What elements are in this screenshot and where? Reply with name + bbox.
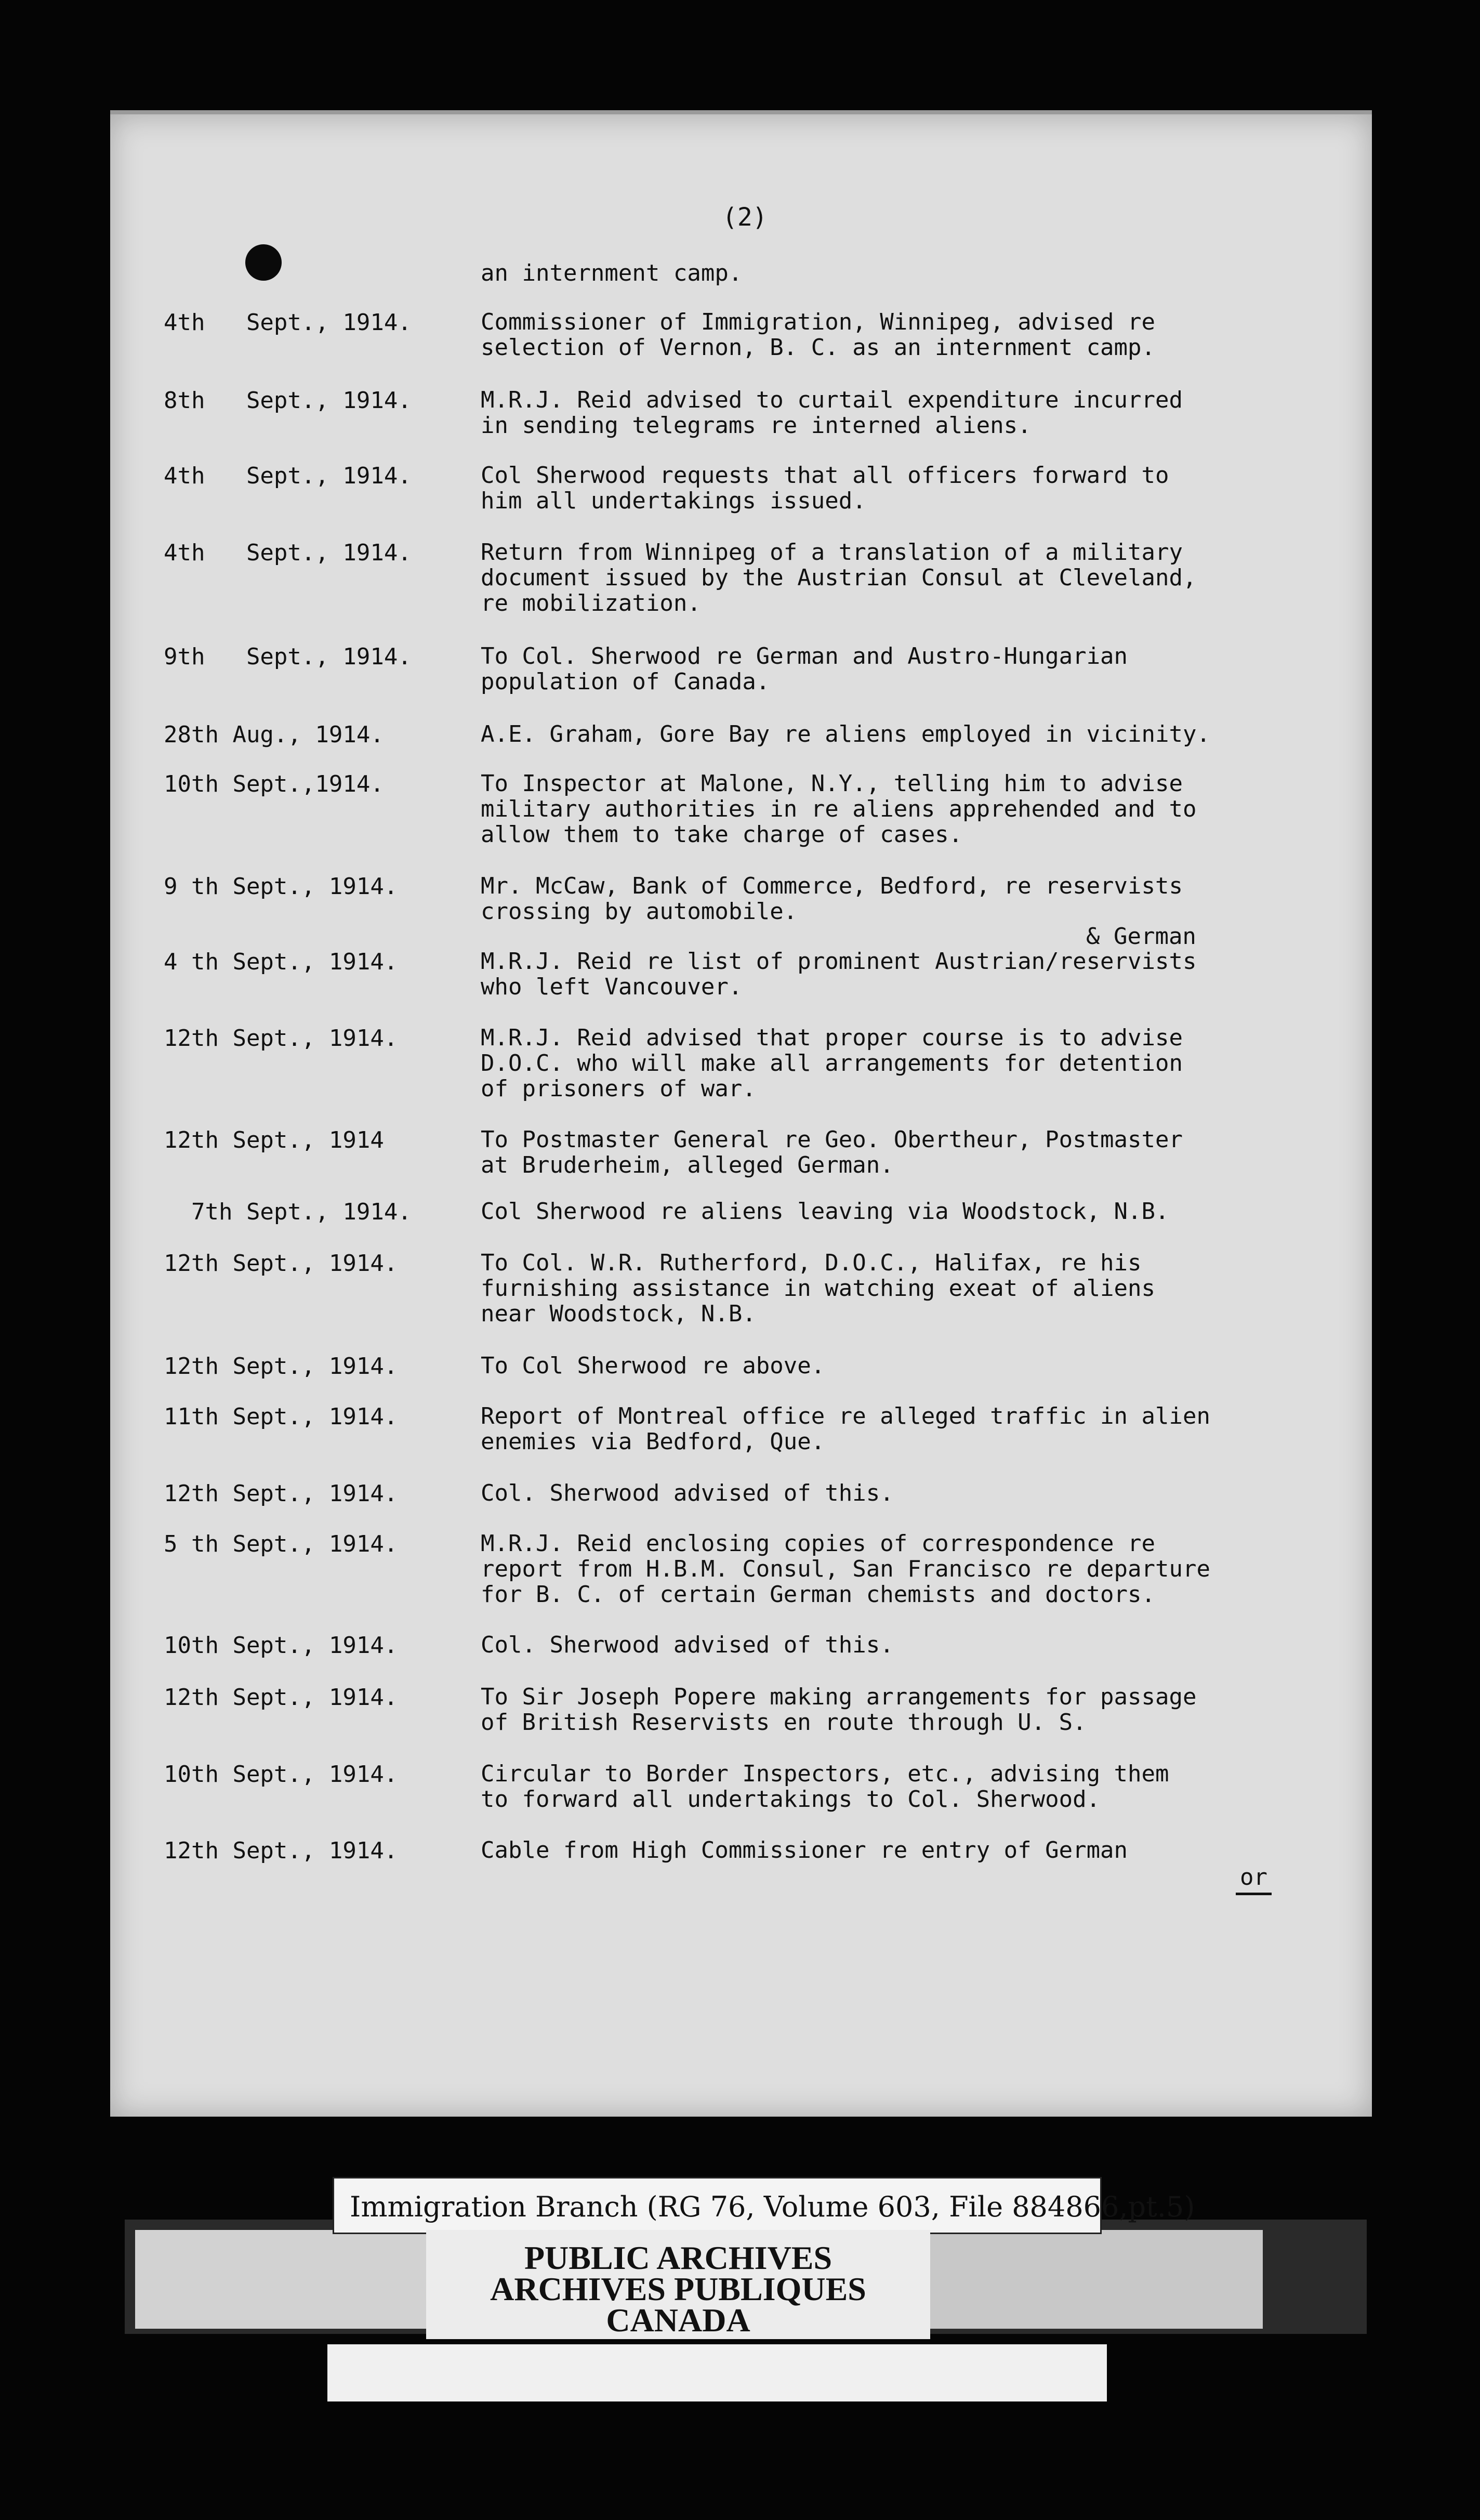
entry-text: M.R.J. Reid enclosing copies of correspondence re report from H.B.M. Consul, San Francisco re departure for B. C. of certain German chemists and doctors. xyxy=(481,1530,1210,1608)
entry-text: To Inspector at Malone, N.Y., telling him to advise military authorities in re aliens apprehended and to allow them to take charge of cases. xyxy=(481,770,1197,848)
entry-date: 9th Sept., 1914. xyxy=(164,644,412,670)
entry-date: 12th Sept., 1914. xyxy=(164,1838,398,1864)
entry-date: 4th Sept., 1914. xyxy=(164,463,412,489)
entry-text: M.R.J. Reid advised that proper course is to advise D.O.C. who will make all arrangements for detention of prisoners of war. xyxy=(481,1025,1183,1102)
entry-text: Commissioner of Immigration, Winnipeg, advised re selection of Vernon, B. C. as an internment camp. xyxy=(481,309,1156,361)
hole-punch-mark xyxy=(245,244,282,281)
entry-date: 12th Sept., 1914. xyxy=(164,1480,398,1507)
stamp-line-2: ARCHIVES PUBLIQUES xyxy=(490,2270,866,2307)
entry-date: 12th Sept., 1914. xyxy=(164,1684,398,1711)
entry-date: 12th Sept., 1914 xyxy=(164,1127,384,1153)
entry-text: M.R.J. Reid re list of prominent Austrian/reservists who left Vancouver. xyxy=(481,948,1197,1000)
entry-text: To Postmaster General re Geo. Obertheur, Postmaster at Bruderheim, alleged German. xyxy=(481,1126,1183,1178)
entry-text: Mr. McCaw, Bank of Commerce, Bedford, re reservists crossing by automobile. xyxy=(481,873,1183,925)
entry-date: 12th Sept., 1914. xyxy=(164,1353,398,1380)
entry-text: M.R.J. Reid advised to curtail expenditure incurred in sending telegrams re interned aliens. xyxy=(481,387,1183,439)
entry-date: 4 th Sept., 1914. xyxy=(164,949,398,975)
entry-text: A.E. Graham, Gore Bay re aliens employed in vicinity. xyxy=(481,721,1210,747)
entry-text: To Col. W.R. Rutherford, D.O.C., Halifax, re his furnishing assistance in watching exeat of aliens near Woodstock, N.B. xyxy=(481,1250,1156,1327)
entry-text: To Sir Joseph Popere making arrangements for passage of British Reservists en route through U. S. xyxy=(481,1684,1197,1736)
entry-text: Col Sherwood requests that all officers forward to him all undertakings issued. xyxy=(481,462,1169,514)
page-number: (2) xyxy=(722,203,768,232)
entry-text: Circular to Border Inspectors, etc., advising them to forward all undertakings to Col. Sherwood. xyxy=(481,1761,1169,1813)
stamp-line-3: CANADA xyxy=(606,2302,750,2339)
catch-word: or xyxy=(1236,1864,1272,1895)
entry-date: 9 th Sept., 1914. xyxy=(164,873,398,900)
entry-text: To Col. Sherwood re German and Austro-Hungarian population of Canada. xyxy=(481,643,1128,695)
entry-date: 4th Sept., 1914. xyxy=(164,540,412,566)
entry-text: To Col Sherwood re above. xyxy=(481,1353,825,1379)
entry-date: 12th Sept., 1914. xyxy=(164,1025,398,1052)
entry-text: Report of Montreal office re alleged traffic in alien enemies via Bedford, Que. xyxy=(481,1403,1210,1455)
stamp-strip-right-piece xyxy=(930,2230,1263,2329)
entry-date: 8th Sept., 1914. xyxy=(164,387,412,414)
handwritten-insert: & German xyxy=(1086,923,1196,950)
archive-stamp xyxy=(426,2230,930,2339)
stamp-line-1: PUBLIC ARCHIVES xyxy=(524,2239,832,2276)
entry-text: Col Sherwood re aliens leaving via Woodstock, N.B. xyxy=(481,1198,1169,1225)
entry-date: 4th Sept., 1914. xyxy=(164,309,412,336)
entry-date: 10th Sept.,1914. xyxy=(164,771,384,797)
entry-text: Col. Sherwood advised of this. xyxy=(481,1632,894,1658)
entry-date: 28th Aug., 1914. xyxy=(164,721,384,748)
entry-date: 11th Sept., 1914. xyxy=(164,1403,398,1430)
entry-date: 10th Sept., 1914. xyxy=(164,1632,398,1659)
entry-text: Return from Winnipeg of a translation of a military document issued by the Austrian Consul at Cleveland, re mobilization. xyxy=(481,539,1197,616)
entry-text: Cable from High Commissioner re entry of German xyxy=(481,1837,1128,1863)
reference-label: Immigration Branch (RG 76, Volume 603, File 884866,pt.5) xyxy=(333,2177,1102,2234)
entry-date: 12th Sept., 1914. xyxy=(164,1250,398,1277)
entry-date: 10th Sept., 1914. xyxy=(164,1761,398,1788)
entry-date: 7th Sept., 1914. xyxy=(164,1199,412,1225)
entry-date: 5 th Sept., 1914. xyxy=(164,1531,398,1557)
stamp-strip-left-piece xyxy=(135,2230,426,2329)
continuation-line: an internment camp. xyxy=(481,260,743,286)
blank-label-strip xyxy=(327,2344,1107,2401)
entry-text: Col. Sherwood advised of this. xyxy=(481,1480,894,1506)
